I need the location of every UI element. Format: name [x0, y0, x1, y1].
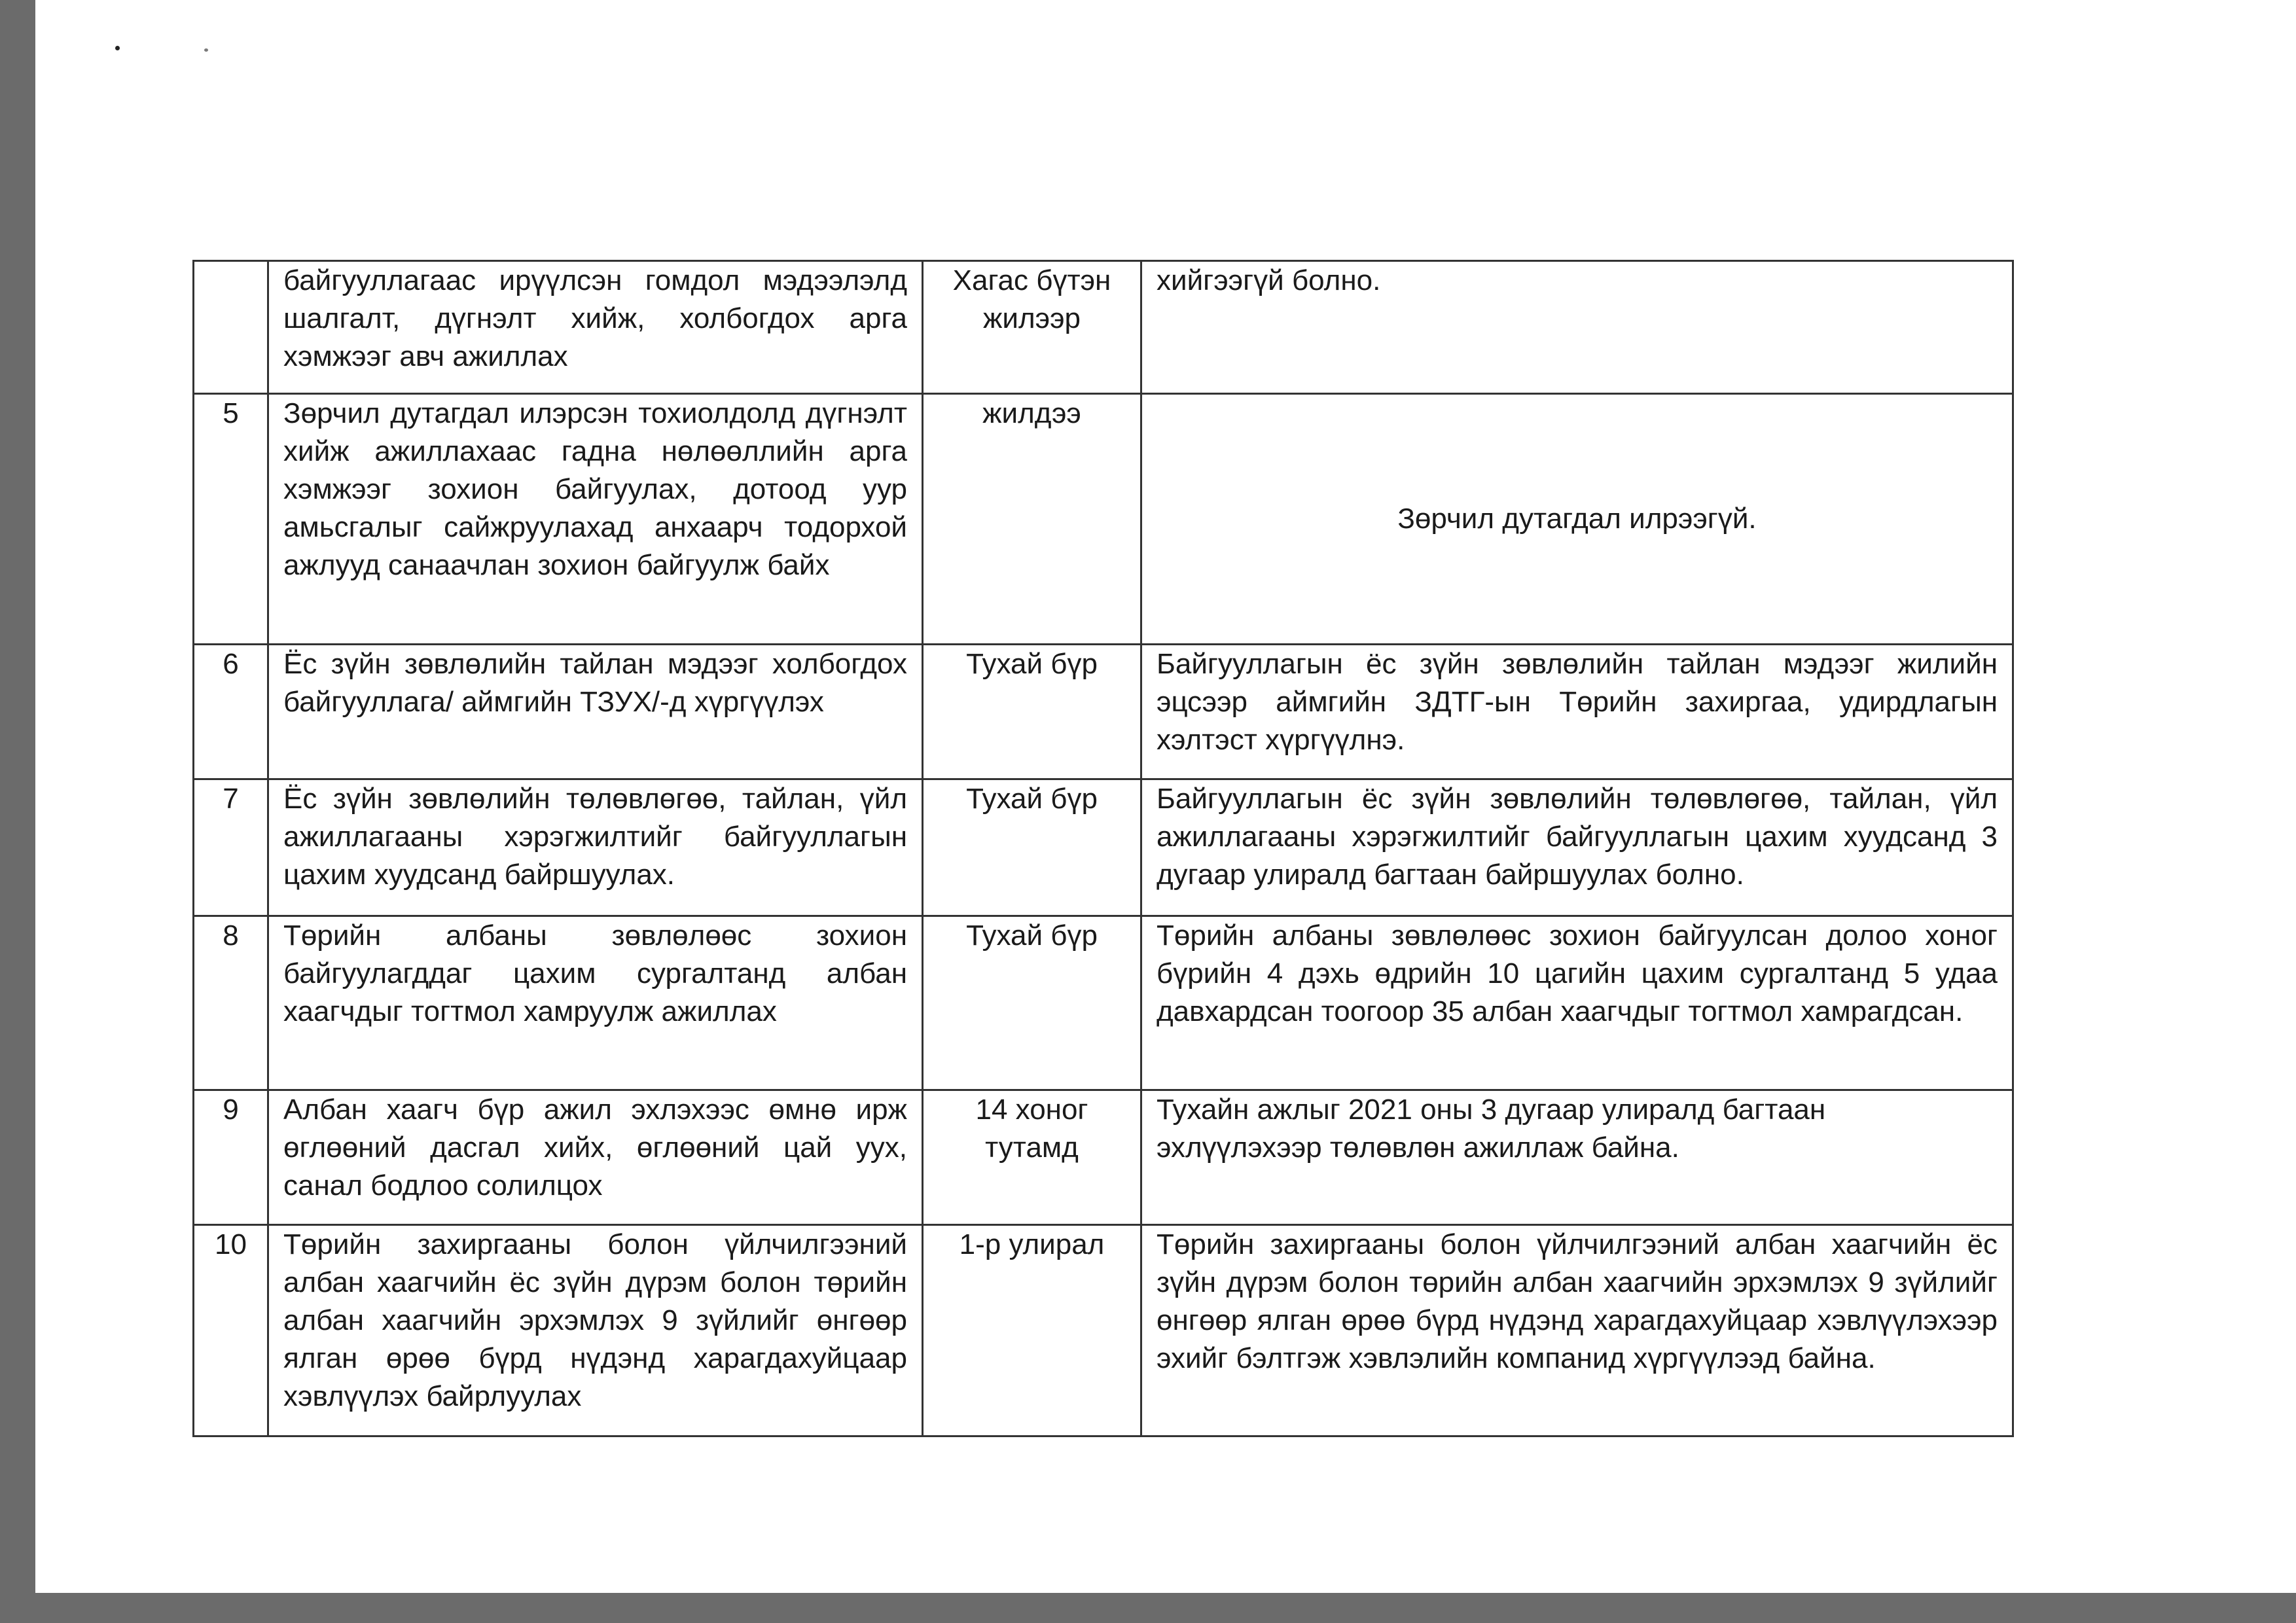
row-number: 7	[194, 779, 268, 916]
row-term: Хагас бүтэн жилээр	[923, 261, 1141, 394]
row-term: 14 хоног тутамд	[923, 1090, 1141, 1225]
table-row	[194, 394, 2013, 645]
table-row	[194, 1090, 2013, 1225]
row-term: жилдээ	[923, 394, 1141, 645]
row-number	[194, 261, 268, 394]
row-action: Албан хаагч бүр ажил эхлэхээс өмнө ирж өглөөний дасгал хийх, өглөөний цай уух, санал бодлоо солилцох	[268, 1090, 923, 1225]
table-row	[194, 645, 2013, 779]
row-action: байгууллагаас ирүүлсэн гомдол мэдээлэлд шалгалт, дүгнэлт хийж, холбогдох арга хэмжээг авч ажиллах	[268, 261, 923, 394]
row-result: Тухайн ажлыг 2021 оны 3 дугаар улиралд багтаан эхлүүлэхээр төлөвлөн ажиллаж байна.	[1141, 1090, 2013, 1225]
row-action: Зөрчил дутагдал илэрсэн тохиолдолд дүгнэлт хийж ажиллахаас гадна нөлөөллийн арга хэмжээг зохион байгуулах, дотоод уур амьсгалыг сайжруулахад анхаарч тодорхой ажлууд санаачлан зохион байгуулж байх	[268, 394, 923, 645]
row-term: Тухай бүр	[923, 779, 1141, 916]
ethics-plan-table	[192, 260, 2014, 1437]
row-term: 1-р улирал	[923, 1225, 1141, 1436]
row-result: Төрийн захиргааны болон үйлчилгээний албан хаагчийн ёс зүйн дүрэм болон төрийн албан хаагчийн эрхэмлэх 9 зүйлийг өнгөөр ялган өрөө бүрд нүдэнд харагдахуйцаар хэвлүүлэхээр эхийг бэлтгэж хэвлэлийн компанид хүргүүлээд байна.	[1141, 1225, 2013, 1436]
table-row	[194, 261, 2013, 394]
scan-edge-left	[0, 0, 35, 1623]
row-number: 8	[194, 916, 268, 1090]
row-number: 5	[194, 394, 268, 645]
scan-edge-bottom	[0, 1593, 2296, 1623]
row-result: Байгууллагын ёс зүйн зөвлөлийн төлөвлөгөө, тайлан, үйл ажиллагааны хэрэгжилтийг байгууллагын цахим хуудсанд 3 дугаар улиралд багтаан байршуулах болно.	[1141, 779, 2013, 916]
row-result: Төрийн албаны зөвлөлөөс зохион байгуулсан долоо хоног бүрийн 4 дэхь өдрийн 10 цагийн цахим сургалтанд 5 удаа давхардсан тоогоор 35 албан хаагчдыг тогтмол хамрагдсан.	[1141, 916, 2013, 1090]
row-action: Ёс зүйн зөвлөлийн төлөвлөгөө, тайлан, үйл ажиллагааны хэрэгжилтийг байгууллагын цахим хуудсанд байршуулах.	[268, 779, 923, 916]
row-term: Тухай бүр	[923, 645, 1141, 779]
row-action: Ёс зүйн зөвлөлийн тайлан мэдээг холбогдох байгууллага/ аймгийн ТЗУХ/-д хүргүүлэх	[268, 645, 923, 779]
row-action: Төрийн албаны зөвлөлөөс зохион байгуулагддаг цахим сургалтанд албан хаагчдыг тогтмол хамруулж ажиллах	[268, 916, 923, 1090]
table-row	[194, 916, 2013, 1090]
row-term: Тухай бүр	[923, 916, 1141, 1090]
row-result: Зөрчил дутагдал илрээгүй.	[1141, 394, 2013, 645]
scan-speck	[204, 48, 208, 52]
row-result: хийгээгүй болно.	[1141, 261, 2013, 394]
row-number: 9	[194, 1090, 268, 1225]
scan-speck	[115, 46, 120, 50]
table-row	[194, 1225, 2013, 1436]
row-action: Төрийн захиргааны болон үйлчилгээний албан хаагчийн ёс зүйн дүрэм болон төрийн албан хаагчийн эрхэмлэх 9 зүйлийг өнгөөр ялган өрөө бүрд нүдэнд харагдахуйцаар хэвлүүлэх байрлуулах	[268, 1225, 923, 1436]
row-number: 6	[194, 645, 268, 779]
row-number: 10	[194, 1225, 268, 1436]
row-result: Байгууллагын ёс зүйн зөвлөлийн тайлан мэдээг жилийн эцсээр аймгийн ЗДТГ-ын Төрийн захиргаа, удирдлагын хэлтэст хүргүүлнэ.	[1141, 645, 2013, 779]
table-row	[194, 779, 2013, 916]
